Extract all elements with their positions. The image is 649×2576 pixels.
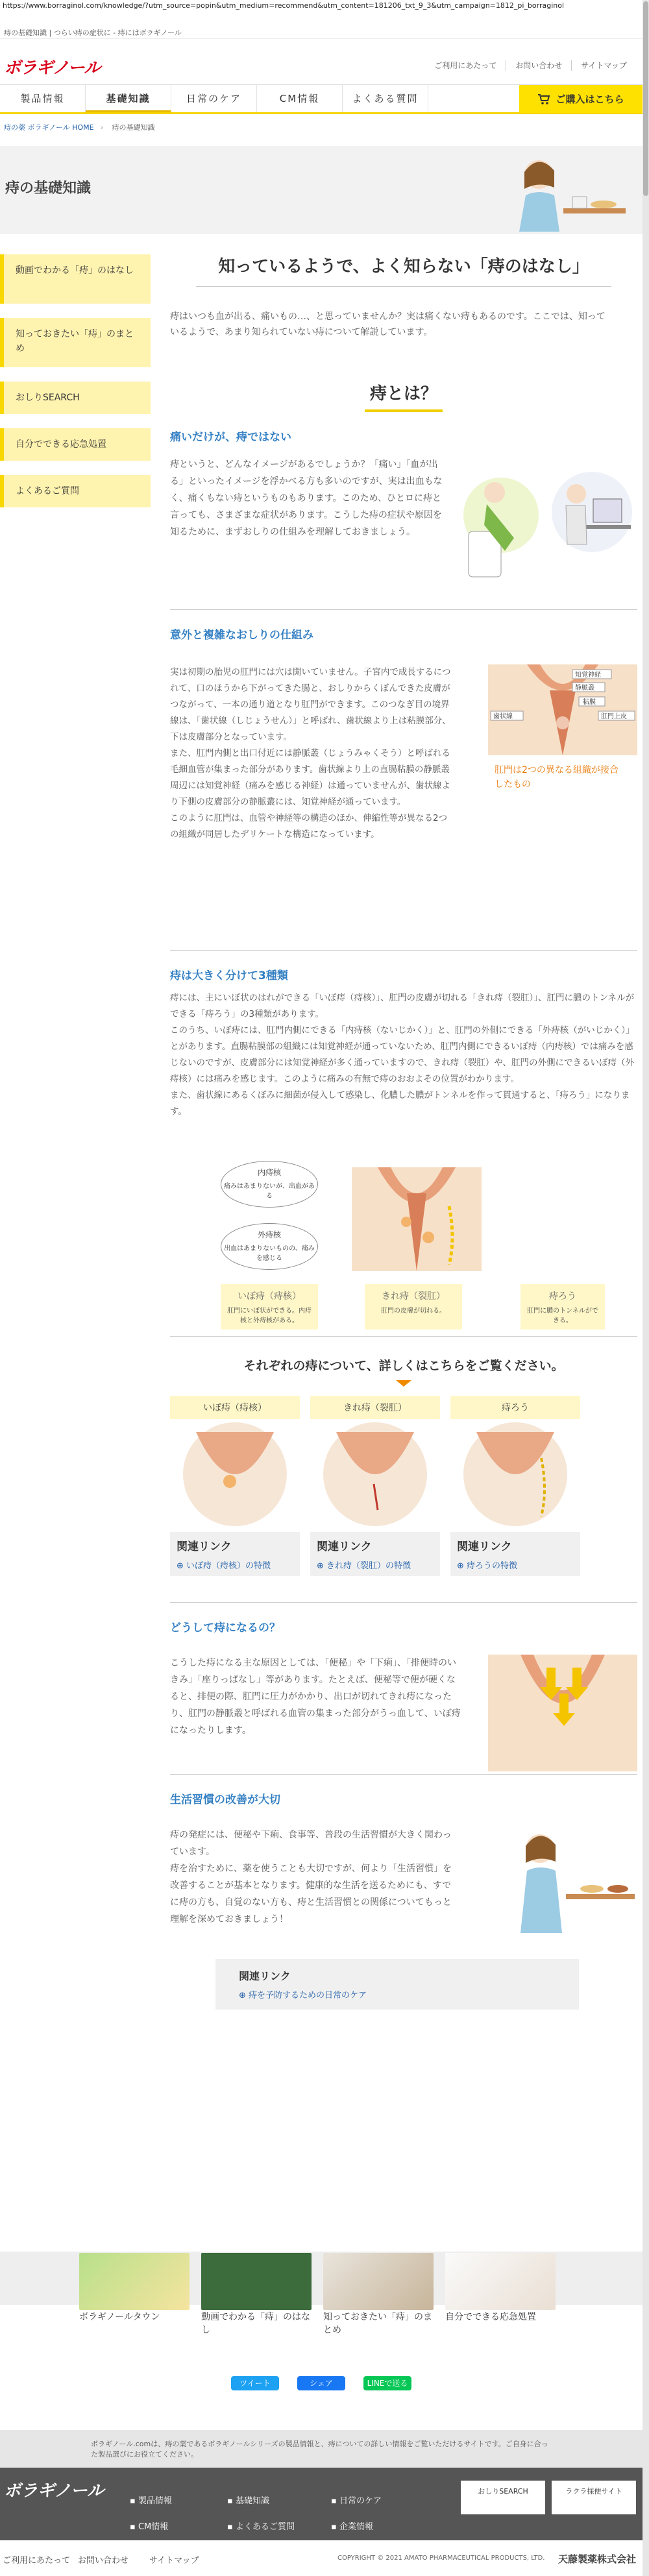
breadcrumb-separator: › — [100, 123, 103, 132]
toilet-and-desk-illustration — [449, 454, 637, 583]
heading-not-only-pain: 痛いだけが、痔ではない — [170, 431, 291, 444]
type-fistula-desc: 肛門に膿のトンネルができる。 — [527, 1307, 598, 1324]
sidebar-item-search[interactable]: おしりSEARCH — [0, 382, 151, 414]
nav-daily-care[interactable]: 日常のケア — [171, 85, 257, 112]
bubble-internal — [221, 1161, 318, 1208]
card-related — [170, 1532, 300, 1576]
footer-note: ボラギノール.comは、痔の薬であるボラギノールシリーズの製品情報と、痔についての詳しい情報をご覧いただけるサイトです。ご自身に合った製品選びにお役立てください。 — [0, 2430, 643, 2468]
anus-structure-diagram — [488, 664, 637, 755]
footer-bottom — [0, 2540, 643, 2576]
bubble-external-text: 出血はあまりないものの、痛みを感じる — [224, 1245, 315, 1262]
hemorrhoid-illustration — [170, 1419, 300, 1529]
footer-link-label: 製品情報 — [138, 2496, 172, 2506]
type-hemorrhoid — [221, 1284, 318, 1330]
anus-structure-caption: 肛門は2つの異なる組織が接合したもの — [495, 765, 618, 790]
type-hemorrhoid-desc: 肛門にいぼ状ができる。内痔核と外痔核がある。 — [227, 1307, 312, 1324]
card-link[interactable]: ⊕ 痔ろうの特徴 — [457, 1561, 518, 1571]
footer-link-company[interactable]: ▪ 企業情報 — [331, 2522, 373, 2532]
article-title: 知っているようで、よく知らない「痔のはなし」 — [196, 253, 611, 287]
diagram-label-mucosa: 粘膜 — [583, 699, 596, 706]
footer-link-label: 日常のケア — [339, 2496, 382, 2506]
woman-meal-illustration — [495, 1816, 637, 1933]
divider — [170, 1336, 637, 1337]
card-fistula[interactable] — [450, 1396, 580, 1576]
sidebar-item-faq[interactable]: よくあるご質問 — [0, 475, 151, 507]
oshiri-search-banner[interactable]: おしりSEARCH — [461, 2481, 545, 2514]
anus-cross-section — [352, 1167, 482, 1271]
pickup-town-label: ボラギノールタウン — [79, 2312, 160, 2322]
footer-link-care[interactable]: ▪ 日常のケア — [331, 2496, 382, 2506]
text-causes: こうした痔になる主な原因としては、「便秘」や「下痢」、「排便時のいきみ」「座りっぱなし」等があります。たとえば、便秘等で便が硬くなると、排便の際、肛門に圧力がかかり、出口が切れてきれ痔になったり、肛門の静脈叢と呼ばれる血管の集まった部分がうっ血して、いぼ痔になったりします。 — [170, 1658, 461, 1736]
pickup-video[interactable] — [201, 2253, 312, 2336]
pickup-summary-image — [323, 2253, 434, 2310]
diagram-label-venous-plexus: 静脈叢 — [575, 685, 594, 692]
footer-link-products[interactable]: ▪ 製品情報 — [130, 2496, 172, 2506]
hemorrhoid-types-diagram — [170, 1161, 637, 1330]
fissure-illustration — [310, 1419, 440, 1529]
card-link-label: 痔ろうの特徴 — [467, 1561, 518, 1571]
sitemap-link[interactable]: サイトマップ — [571, 60, 636, 71]
heading-anus-structure: 意外と複雑なおしりの仕組み — [170, 629, 313, 642]
related-link[interactable]: ⊕ 痔を予防するための日常のケア — [239, 1991, 367, 2000]
card-link[interactable]: ⊕ きれ痔（裂肛）の特徴 — [317, 1561, 411, 1571]
buy-label: ご購入はこちら — [556, 93, 624, 105]
footer-link-knowledge[interactable]: ▪ 基礎知識 — [227, 2496, 269, 2506]
rakura-banner[interactable]: ラクラ採便サイト — [552, 2481, 636, 2514]
divider — [170, 1774, 637, 1775]
sidebar-item-first-aid[interactable]: 自分でできる応急処置 — [0, 428, 151, 461]
nav-knowledge[interactable]: 基礎知識 — [86, 85, 171, 112]
pickup-list — [79, 2253, 556, 2336]
related-link-label: 痔を予防するための日常のケア — [249, 1991, 367, 2000]
type-fistula — [520, 1284, 605, 1330]
copyright: COPYRIGHT © 2021 AMATO PHARMACEUTICAL PRODUCTS, LTD. — [337, 2555, 545, 2562]
breadcrumb-current: 痔の基礎知識 — [112, 123, 155, 132]
text-lifestyle: 痔の発症には、便秘や下痢、食事等、普段の生活習慣が大きく関わっています。 痔を治すために、薬を使うことも大切ですが、何より「生活習慣」を改善することが基本となります。健康的な生活を送るためにも、すでに痔の方も、自覚のない方も、痔と生活習慣との関係についてもっと理解を深めておきましょう！ — [170, 1830, 452, 1925]
type-fissure — [365, 1284, 462, 1330]
tweet-button[interactable]: ツイート — [231, 2376, 279, 2390]
card-related — [310, 1532, 440, 1576]
nav-faq[interactable]: よくある質問 — [343, 85, 428, 112]
card-link-label: きれ痔（裂肛）の特徴 — [326, 1561, 411, 1571]
type-hemorrhoid-name: いぼ痔（痔核） — [238, 1291, 301, 1302]
footer-link-label: CM情報 — [138, 2522, 169, 2532]
share-button[interactable]: シェア — [297, 2376, 345, 2390]
pickup-summary[interactable] — [323, 2253, 434, 2336]
type-fistula-name: 痔ろう — [549, 1291, 576, 1302]
fistula-illustration — [450, 1419, 580, 1529]
text-three-types: 痔には、主にいぼ状のはれができる「いぼ痔（痔核）」、肛門の皮膚が切れる「きれ痔（裂肛）」、肛門に膿のトンネルができる「痔ろう」の3種類があります。 このうち、いぼ痔には、肛門内側にできる「内痔核（ないじかく）」と、肛門の外側にできる「外痔核（がいじかく）」とがあります。直腸粘膜部の組織には知覚神経が通っていないため、肛門内側にできるいぼ痔（内痔核）では痛みを感じないのですが、皮膚部分には知覚神経が多く通っていますので、きれ痔（裂肛）や、肛門の外側にできるいぼ痔（外痔核）には痛みを感じます。このように痛みの有無で痔のおおよその位置がわかります。 また、歯状線にあるくぼみに細菌が侵入して感染し、化膿した膿がトンネルを作って貫通すると、「痔ろう」になります。 — [170, 993, 635, 1117]
company-name: 天藤製薬株式会社 — [558, 2553, 637, 2565]
card-related — [450, 1532, 580, 1576]
card-tag: 痔ろう — [450, 1396, 580, 1419]
card-tag: いぼ痔（痔核） — [170, 1396, 300, 1419]
global-nav — [0, 84, 643, 114]
type-fissure-name: きれ痔（裂肛） — [382, 1291, 445, 1302]
cart-icon — [537, 93, 550, 105]
header-links — [425, 60, 636, 71]
nav-products[interactable]: 製品情報 — [0, 85, 86, 112]
detail-cards — [170, 1396, 637, 1576]
diagram-label-anal-epithelium: 肛門上皮 — [601, 713, 627, 720]
heading-causes: どうして痔になるの？ — [170, 1622, 280, 1634]
pickup-first-aid-image — [445, 2253, 556, 2310]
divider — [170, 1602, 637, 1603]
pickup-town-image — [79, 2253, 190, 2310]
footer-contact-link[interactable]: お問い合わせ — [78, 2556, 129, 2566]
address-bar[interactable]: https://www.borraginol.com/knowledge/?utm_source=popin&utm_medium=recommend&utm_content=181206_txt_9_3&utm_campaign=1812_pi_borraginol — [0, 0, 643, 22]
diagram-label-dentate-line: 歯状線 — [493, 713, 513, 720]
bubble-external — [221, 1223, 318, 1270]
card-tag: きれ痔（裂肛） — [310, 1396, 440, 1419]
card-fissure[interactable] — [310, 1396, 440, 1576]
card-hemorrhoid[interactable] — [170, 1396, 300, 1576]
card-link-label: いぼ痔（痔核）の特徴 — [186, 1561, 271, 1571]
pickup-town[interactable] — [79, 2253, 190, 2336]
footer-link-faq[interactable]: ▪ よくあるご質問 — [227, 2522, 295, 2532]
diagram-label-sensory-nerve: 知覚神経 — [575, 672, 601, 679]
sidebar — [0, 254, 151, 522]
bubble-internal-text: 痛みはあまりないが、出血がある — [224, 1183, 315, 1200]
pickup-first-aid-label: 自分でできる応急処置 — [445, 2312, 536, 2322]
footer-logo[interactable]: ボラギノール — [4, 2481, 104, 2501]
buy-button[interactable] — [519, 85, 643, 113]
terms-link[interactable]: ご利用にあたって — [434, 61, 497, 70]
section-title: 痔とは？ — [369, 384, 437, 404]
footer-link-label: 基礎知識 — [235, 2496, 269, 2506]
footer-sitemap-link[interactable]: サイトマップ — [149, 2556, 199, 2566]
article-lead: 痔はいつも血が出る、痛いもの…、と思っていませんか？実は痛くない痔もあるのです。ここでは、知っているようで、あまり知られていない痔について解説しています。 — [170, 311, 606, 337]
card-related-title: 関連リンク — [457, 1540, 512, 1553]
heading-three-types: 痔は大きく分けて3種類 — [170, 969, 288, 982]
scrollbar-thumb[interactable] — [643, 1, 648, 196]
card-related-title: 関連リンク — [177, 1540, 232, 1553]
related-title: 関連リンク — [239, 1970, 291, 1982]
divider — [170, 609, 637, 610]
pickup-summary-label: 知っておきたい「痔」のまとめ — [323, 2312, 432, 2335]
woman-reading-illustration — [487, 149, 630, 232]
line-button[interactable]: LINEで送る — [363, 2376, 411, 2390]
sidebar-item-summary[interactable]: 知っておきたい「痔」のまとめ — [0, 318, 151, 367]
arrow-down-icon — [396, 1380, 411, 1387]
text-not-only-pain: 痔というと、どんなイメージがあるでしょうか？「痛い」「血が出る」といったイメージを浮かべる方も多いのですが、実は出血もなく、痛くもない痔というものもあります。このため、ひとロに痔と言っても、さまざまな症状があります。こうした痔の症状や原因を知るために、まずおしりの仕組みを理解しておきましょう。 — [170, 459, 443, 537]
divider — [170, 950, 637, 951]
sidebar-item-video[interactable]: 動画でわかる「痔」のはなし — [0, 254, 151, 304]
heading-lifestyle: 生活習慣の改善が大切 — [170, 1793, 280, 1806]
pickup-video-label: 動画でわかる「痔」のはなし — [201, 2312, 310, 2335]
nav-cm[interactable]: CM情報 — [257, 85, 343, 112]
section-underline — [365, 409, 443, 412]
card-link[interactable]: ⊕ いぼ痔（痔核）の特徴 — [177, 1561, 271, 1571]
breadcrumb — [0, 122, 643, 132]
tab-title: 痔の基礎知識 | つらい痔の症状に - 痔にはボラギノール — [0, 26, 643, 39]
scrollbar[interactable] — [643, 0, 649, 2576]
footer-link-label: 企業情報 — [339, 2522, 373, 2532]
social-buttons — [0, 2376, 643, 2390]
footer-link-cm[interactable]: ▪ CM情報 — [130, 2522, 169, 2532]
footer-link-label: よくあるご質問 — [235, 2522, 295, 2532]
card-related-title: 関連リンク — [317, 1540, 372, 1553]
hero-banner — [0, 146, 643, 234]
site-logo[interactable]: ボラギノール — [4, 58, 101, 78]
type-fissure-desc: 肛門の皮膚が切れる。 — [381, 1307, 446, 1315]
related-links-box — [215, 1959, 579, 2010]
footer-main — [0, 2468, 643, 2540]
text-anus-structure: 実は初期の胎児の肛門には穴は開いていません。子宮内で成長するにつれて、口のほうから下がってきた腸と、おしりからくぼんできた皮膚がつながって、一本の通り道となり肛門ができます。このつなぎ目の境界線は、「歯状線（しじょうせん）」と呼ばれ、歯状線より上は粘膜部分、下は皮膚部分となっています。 また、肛門内側と出口付近には静脈叢（じょうみゃくそう）と呼ばれる毛細血管が集まった部分があります。歯状線より上の直腸粘膜の静脈叢周辺には知覚神経（痛みを感じる神経）は通っていませんが、歯状線より下側の皮膚部分の静脈叢には、知覚神経が通っています。 このように肛門は、血管や神経等の構造のほか、伸縮性等が異なる2つの組織が同居したデリケートな構造になっています。 — [170, 667, 451, 840]
bubble-internal-title: 内痔核 — [257, 1168, 281, 1177]
main-content — [170, 253, 637, 2010]
pickup-first-aid[interactable] — [445, 2253, 556, 2336]
contact-link[interactable]: お問い合わせ — [506, 60, 571, 71]
detail-title: それぞれの痔について、詳しくはこちらをご覧ください。 — [243, 1359, 564, 1373]
breadcrumb-home[interactable]: 痔の薬 ボラギノール HOME — [4, 123, 94, 132]
bubble-external-title: 外痔核 — [257, 1230, 281, 1239]
footer-terms-link[interactable]: ご利用にあたって — [3, 2556, 71, 2566]
pressure-diagram — [488, 1655, 637, 1771]
page-title: 痔の基礎知識 — [5, 180, 92, 197]
pickup-video-image — [201, 2253, 312, 2310]
